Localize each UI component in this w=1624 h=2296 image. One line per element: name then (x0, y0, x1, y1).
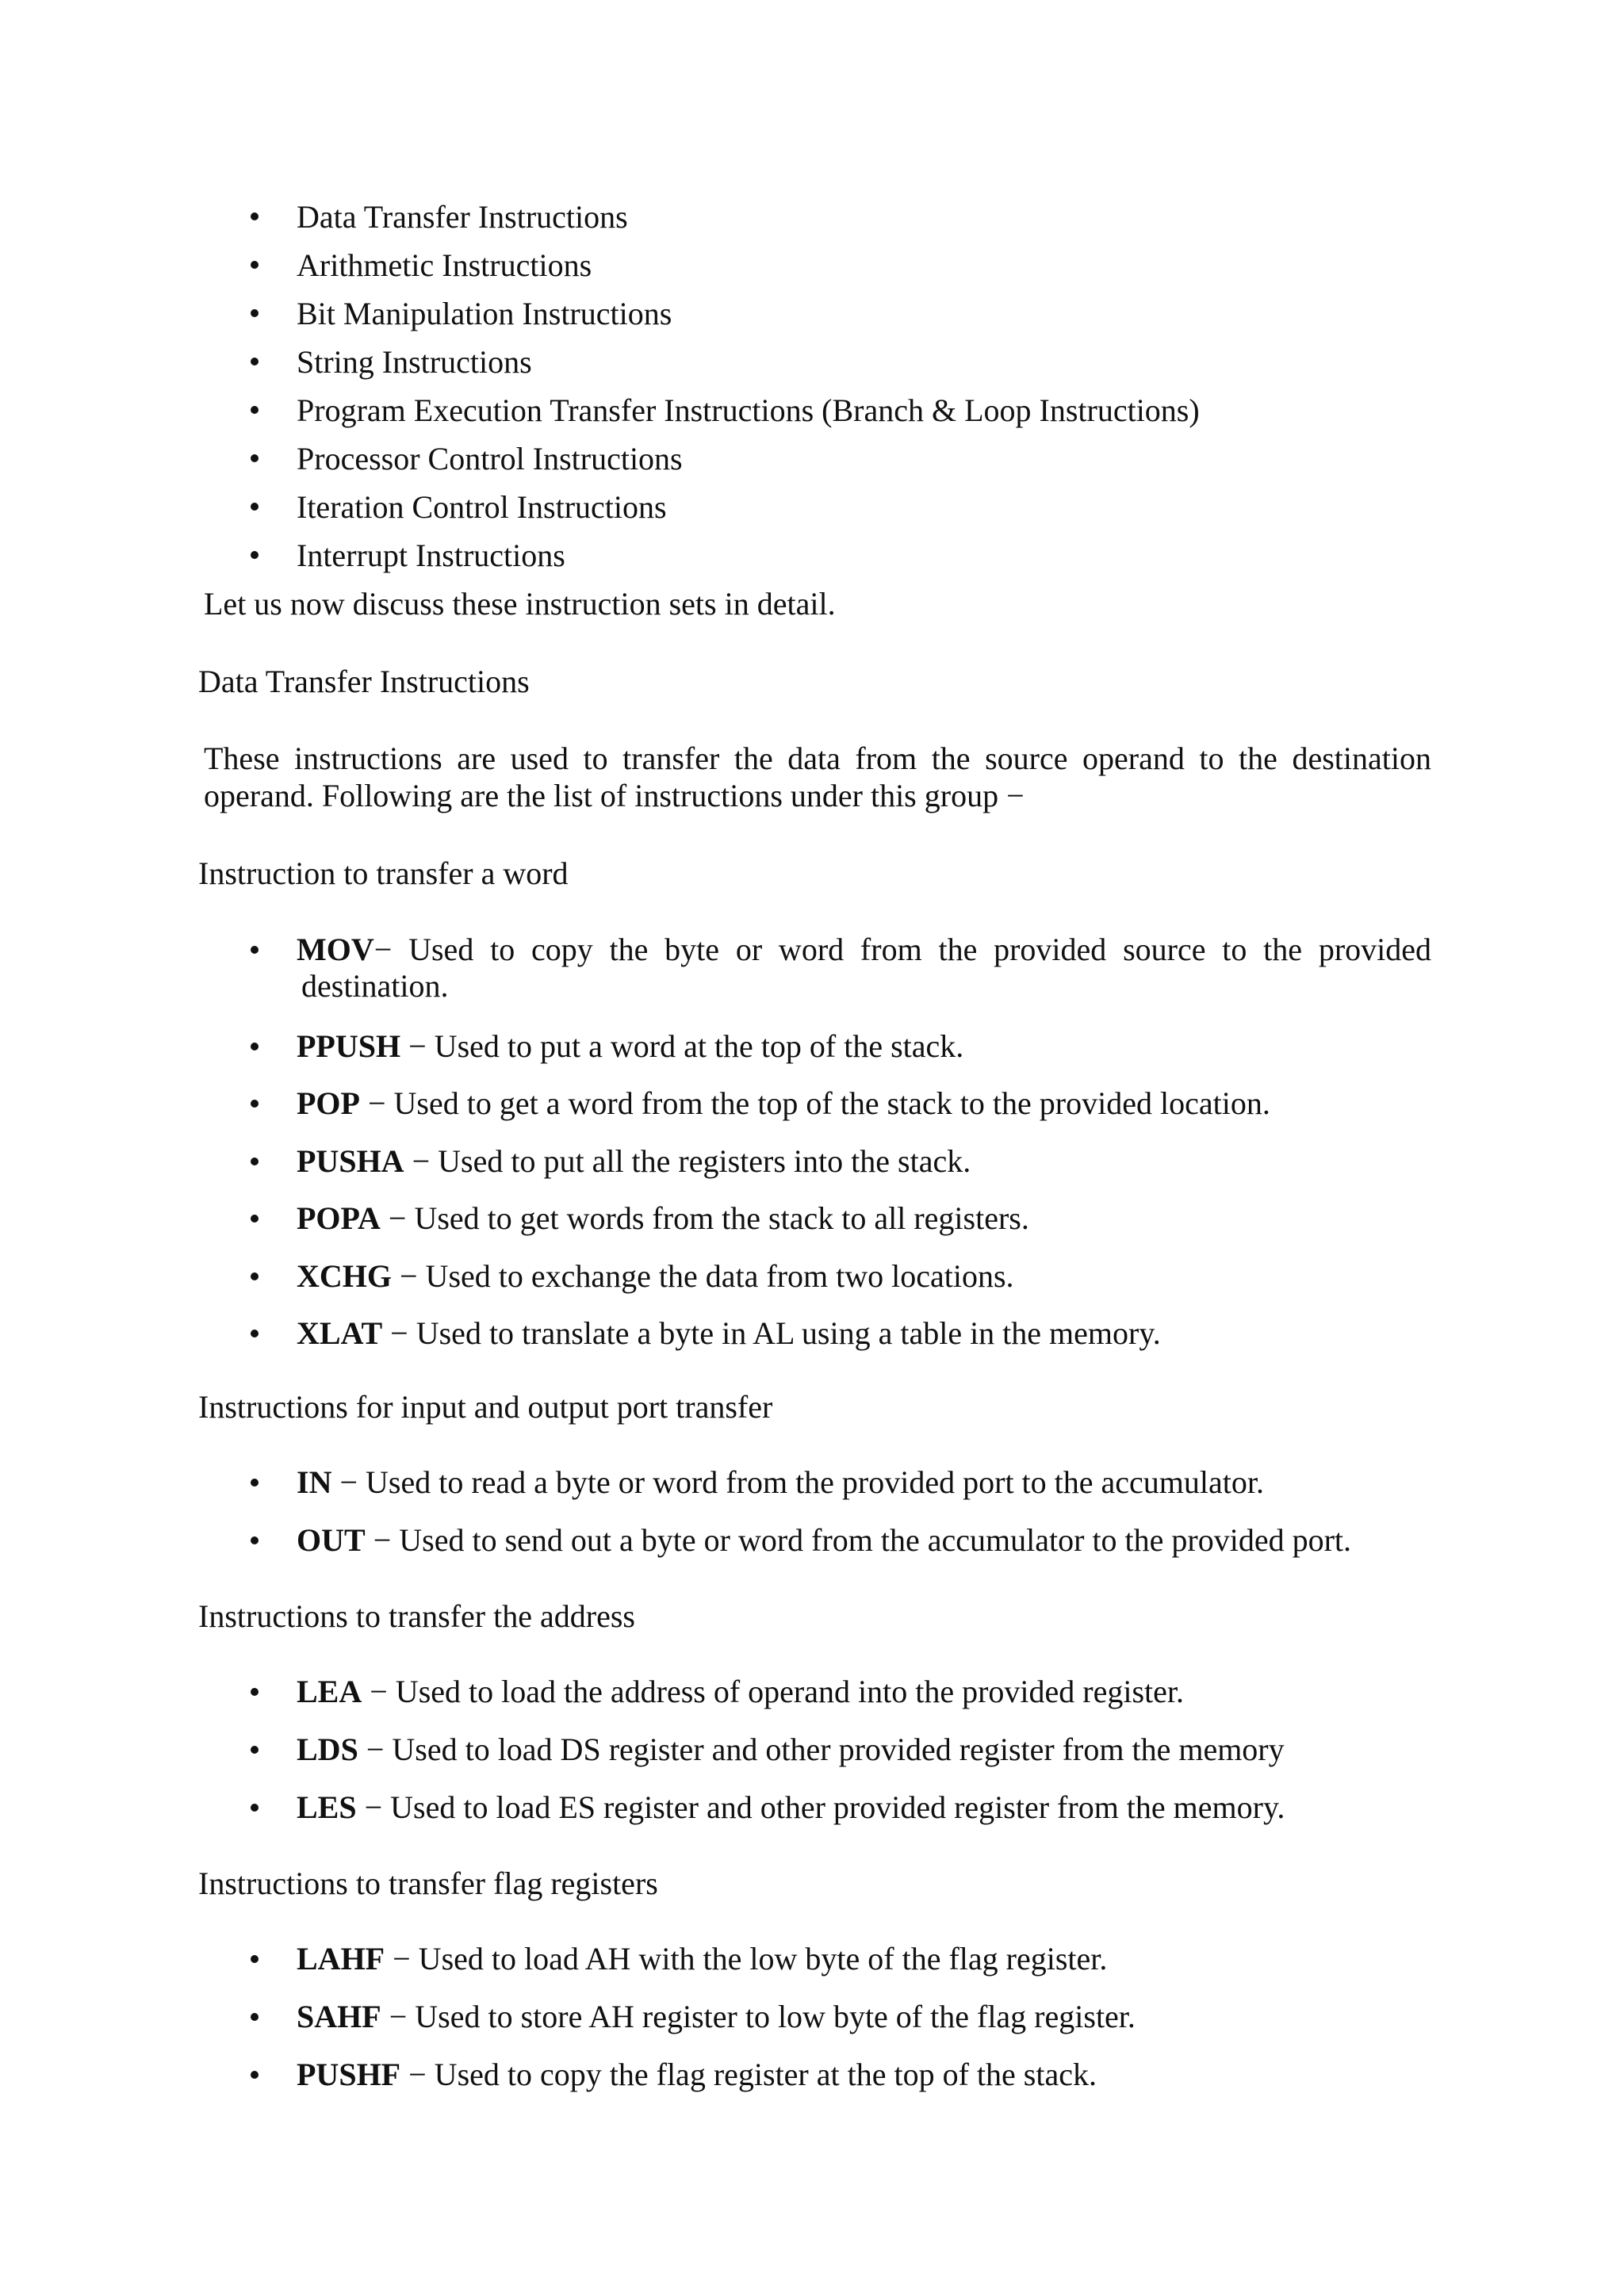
bullet-icon (251, 2013, 259, 2021)
instruction-description: − Used to send out a byte or word from the accumulator to the provided port. (365, 1522, 1352, 1558)
instruction-name: LAHF (297, 1941, 385, 1976)
list-item-xlat (297, 1315, 1161, 1351)
list-item-pop (297, 1085, 1270, 1121)
bullet-icon (251, 946, 259, 954)
list-item-in (297, 1464, 1264, 1500)
instruction-name: SAHF (297, 1999, 381, 2034)
group-heading-port-transfer: Instructions for input and output port transfer (198, 1389, 773, 1425)
instruction-name: XLAT (297, 1315, 383, 1351)
list-item: Arithmetic Instructions (297, 247, 592, 283)
instruction-description: − Used to load ES register and other provided register from the memory. (356, 1789, 1285, 1825)
list-item: Processor Control Instructions (297, 441, 683, 476)
section-heading: Data Transfer Instructions (198, 664, 530, 699)
bullet-icon (251, 406, 259, 414)
list-item-mov (297, 934, 1431, 966)
instruction-name: POPA (297, 1200, 381, 1236)
section-paragraph-line-1: These instructions are used to transfer the data from the source operand to the destination (204, 740, 1431, 776)
group-heading-address-transfer: Instructions to transfer the address (198, 1598, 635, 1634)
bullet-icon (251, 1215, 259, 1223)
bullet-icon (251, 309, 259, 317)
list-item: Interrupt Instructions (297, 538, 565, 573)
list-item-mov-continuation: destination. (301, 968, 449, 1004)
bullet-icon (251, 454, 259, 462)
instruction-name: MOV (297, 932, 374, 967)
instruction-description: − Used to put a word at the top of the stack. (400, 1028, 964, 1064)
group-heading-flag-transfer: Instructions to transfer flag registers (198, 1866, 658, 1901)
instruction-description: − Used to load DS register and other provided register from the memory (358, 1732, 1285, 1767)
bullet-icon (251, 1330, 259, 1337)
bullet-icon (251, 1804, 259, 1812)
bullet-icon (251, 2071, 259, 2079)
instruction-name: LDS (297, 1732, 358, 1767)
list-item: Iteration Control Instructions (297, 489, 667, 525)
list-item: Bit Manipulation Instructions (297, 296, 672, 331)
bullet-icon (251, 212, 259, 220)
list-item: Program Execution Transfer Instructions (Branch & Loop Instructions) (297, 392, 1200, 428)
instruction-description: − Used to copy the flag register at the top of the stack. (400, 2057, 1097, 2092)
list-item-xchg (297, 1258, 1014, 1294)
bullet-icon (251, 1479, 259, 1487)
bullet-icon (251, 1536, 259, 1544)
instruction-name: LEA (297, 1674, 362, 1709)
instruction-description: − Used to read a byte or word from the provided port to the accumulator. (331, 1464, 1264, 1500)
instruction-name: XCHG (297, 1258, 392, 1294)
instruction-description: − Used to get words from the stack to all registers. (380, 1200, 1029, 1236)
bullet-icon (251, 1100, 259, 1108)
list-item-lea (297, 1676, 1184, 1708)
list-item-pusha (297, 1143, 971, 1179)
instruction-name: POP (297, 1085, 360, 1121)
instruction-description: − Used to put all the registers into the stack. (404, 1143, 971, 1179)
list-item-out (297, 1522, 1352, 1558)
bullet-icon (251, 1746, 259, 1754)
bullet-icon (251, 551, 259, 559)
instruction-description: − Used to load AH with the low byte of the flag register. (385, 1941, 1108, 1976)
instruction-name: OUT (297, 1522, 366, 1558)
instruction-name: PUSHF (297, 2057, 401, 2092)
list-item-sahf (297, 2001, 1136, 2033)
instruction-name: PPUSH (297, 1028, 401, 1064)
list-item-ppush (297, 1028, 964, 1064)
group-heading-word-transfer: Instruction to transfer a word (198, 855, 569, 891)
instruction-name: PUSHA (297, 1143, 404, 1179)
instruction-description: − Used to copy the byte or word from the provided source to the provided (373, 932, 1431, 967)
list-item: Data Transfer Instructions (297, 199, 628, 235)
bullet-icon (251, 358, 259, 365)
instruction-description: − Used to translate a byte in AL using a table in the memory. (382, 1315, 1161, 1351)
bullet-icon (251, 1043, 259, 1050)
list-item-lahf (297, 1943, 1107, 1975)
bullet-icon (251, 1688, 259, 1696)
section-paragraph-line-2: operand. Following are the list of instructions under this group − (204, 778, 1025, 813)
instruction-description: − Used to load the address of operand into the provided register. (362, 1674, 1184, 1709)
bullet-icon (251, 1158, 259, 1165)
bullet-icon (251, 261, 259, 269)
list-item-popa (297, 1200, 1029, 1236)
bullet-icon (251, 1272, 259, 1280)
intro-sentence: Let us now discuss these instruction sets in detail. (204, 586, 836, 622)
instruction-name: LES (297, 1789, 357, 1825)
list-item-les (297, 1789, 1285, 1825)
instruction-description: − Used to exchange the data from two locations. (392, 1258, 1014, 1294)
bullet-icon (251, 1955, 259, 1963)
instruction-description: − Used to store AH register to low byte of the flag register. (381, 1999, 1136, 2034)
instruction-description: − Used to get a word from the top of the stack to the provided location. (359, 1085, 1270, 1121)
list-item: String Instructions (297, 344, 532, 380)
instruction-name: IN (297, 1464, 332, 1500)
list-item-pushf (297, 2059, 1097, 2091)
list-item-lds (297, 1734, 1285, 1766)
bullet-icon (251, 503, 259, 511)
